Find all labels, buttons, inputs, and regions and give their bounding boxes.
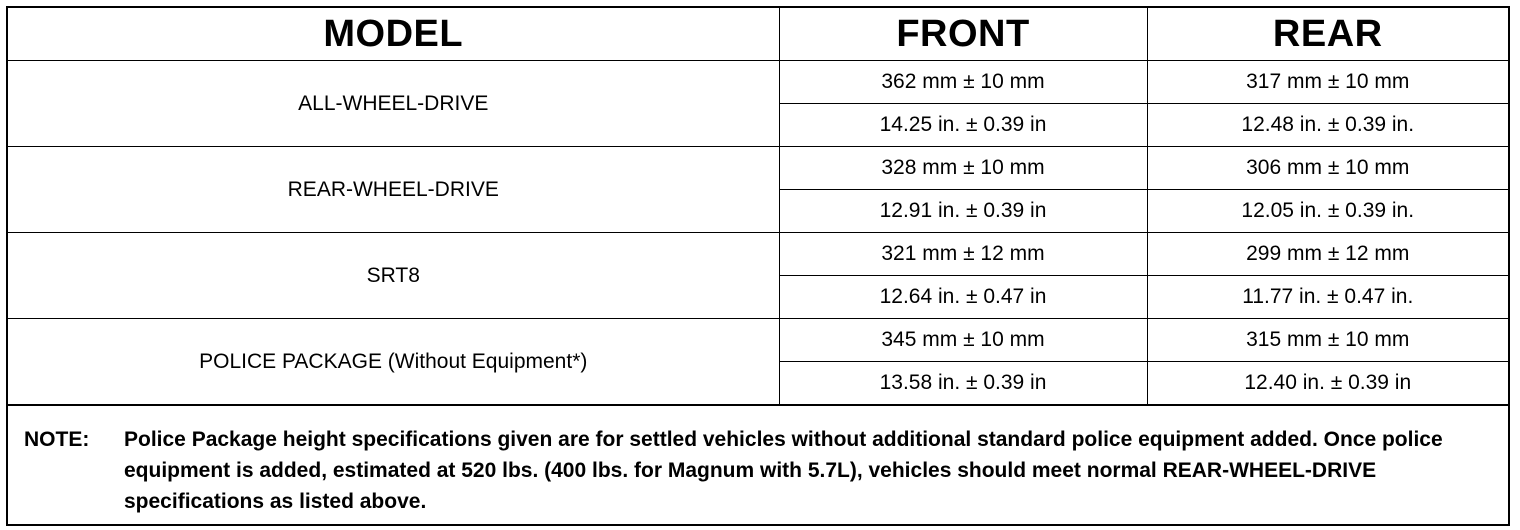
table-row [8, 233, 1508, 276]
front-mm-cell: 362 mm ± 10 mm [779, 61, 1147, 104]
rear-in-cell: 12.40 in. ± 0.39 in [1147, 362, 1508, 405]
header-row [8, 8, 1508, 61]
rear-mm-cell: 299 mm ± 12 mm [1147, 233, 1508, 276]
spec-table-frame [6, 6, 1510, 526]
rear-mm-cell: 315 mm ± 10 mm [1147, 319, 1508, 362]
note-label: NOTE: [24, 428, 90, 451]
rear-mm-cell: 317 mm ± 10 mm [1147, 61, 1508, 104]
front-mm-cell: 328 mm ± 10 mm [779, 147, 1147, 190]
rear-mm-cell: 306 mm ± 10 mm [1147, 147, 1508, 190]
rear-in-cell: 12.48 in. ± 0.39 in. [1147, 104, 1508, 147]
note-block [8, 405, 1508, 511]
front-in-cell: 14.25 in. ± 0.39 in [779, 104, 1147, 147]
model-cell: ALL-WHEEL-DRIVE [8, 61, 779, 147]
table-row [8, 319, 1508, 362]
model-cell: REAR-WHEEL-DRIVE [8, 147, 779, 233]
model-cell: SRT8 [8, 233, 779, 319]
header-model: MODEL [8, 8, 779, 61]
table-row [8, 147, 1508, 190]
rear-in-cell: 11.77 in. ± 0.47 in. [1147, 276, 1508, 319]
front-in-cell: 12.64 in. ± 0.47 in [779, 276, 1147, 319]
rear-in-cell: 12.05 in. ± 0.39 in. [1147, 190, 1508, 233]
header-rear: REAR [1147, 8, 1508, 61]
note-text: Police Package height specifications given are for settled vehicles without additional standard police equipment added. Once police equipment is added, estimated at 520 lbs. (400 lbs. for Magnum with 5.7L), vehicles should meet normal REAR-WHEEL-DRIVE specifications as listed above. [124, 428, 1443, 513]
front-mm-cell: 321 mm ± 12 mm [779, 233, 1147, 276]
front-in-cell: 13.58 in. ± 0.39 in [779, 362, 1147, 405]
table-row [8, 61, 1508, 104]
model-cell: POLICE PACKAGE (Without Equipment*) [8, 319, 779, 405]
front-mm-cell: 345 mm ± 10 mm [779, 319, 1147, 362]
front-in-cell: 12.91 in. ± 0.39 in [779, 190, 1147, 233]
header-front: FRONT [779, 8, 1147, 61]
ride-height-table [8, 8, 1508, 405]
